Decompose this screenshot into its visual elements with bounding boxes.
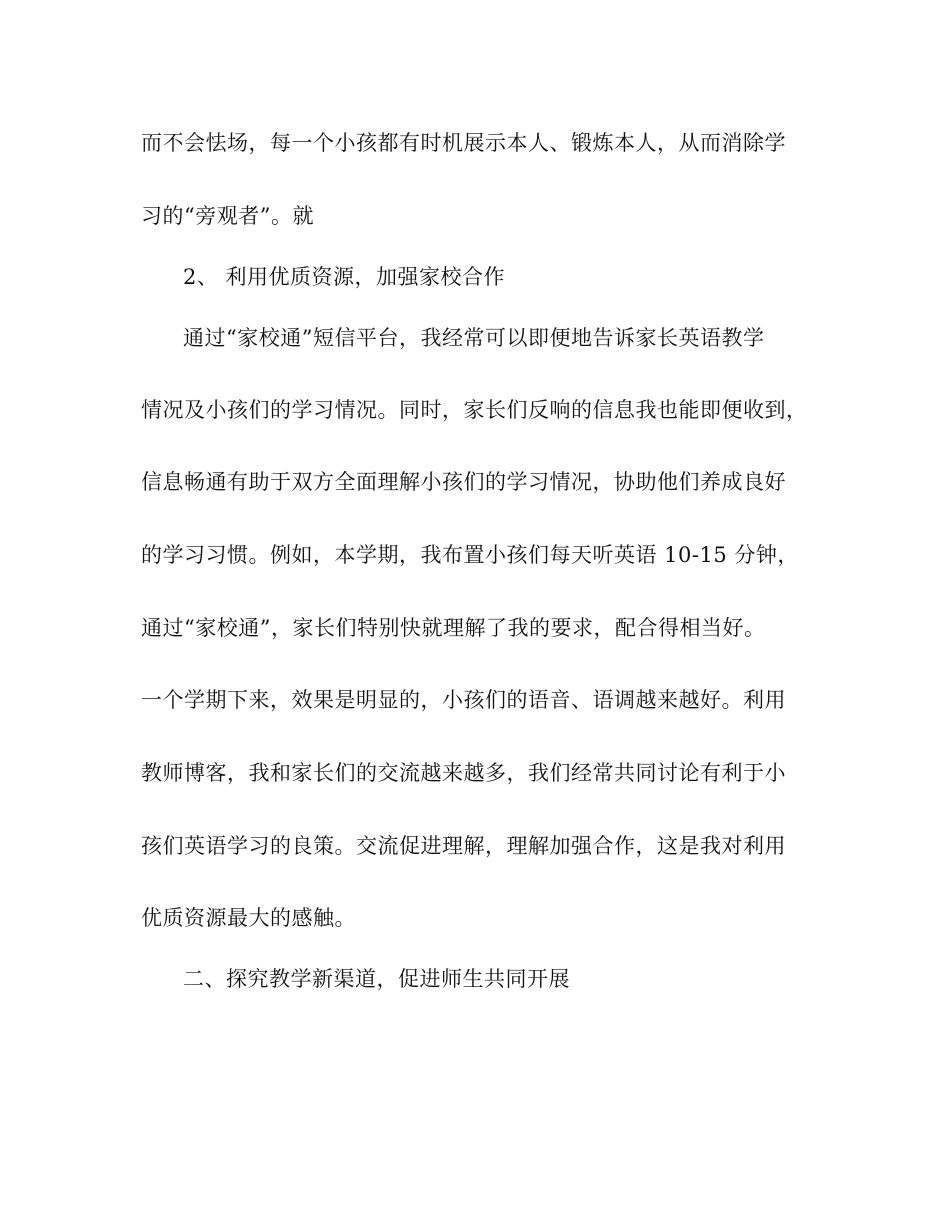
paragraph-line: 孩们英语学习的良策。交流促进理解，理解加强合作，这是我对利用	[141, 834, 786, 858]
paragraph-line: 而不会怯场，每一个小孩都有时机展示本人、锻炼本人，从而消除学	[141, 131, 786, 155]
paragraph-line: 情况及小孩们的学习情况。同时，家长们反响的信息我也能即便收到，	[141, 398, 808, 422]
paragraph-line: 习的“旁观者”。就	[141, 204, 314, 228]
paragraph-line: 优质资源最大的感触。	[141, 906, 356, 930]
paragraph-line: 信息畅通有助于双方全面理解小孩们的学习情况，协助他们养成良好	[141, 470, 786, 494]
section-heading: 2、 利用优质资源，加强家校合作	[183, 265, 506, 289]
paragraph-line: 教师博客，我和家长们的交流越来越多，我们经常共同讨论有利于小	[141, 761, 786, 785]
paragraph-line: 通过“家校通”，家长们特别快就理解了我的要求，配合得相当好。	[141, 616, 766, 640]
paragraph-line: 一个学期下来，效果是明显的，小孩们的语音、语调越来越好。利用	[141, 688, 786, 712]
paragraph-line: 的学习习惯。例如，本学期，我布置小孩们每天听英语 10-15 分钟，	[141, 543, 799, 567]
section-heading: 二、探究教学新渠道，促进师生共同开展	[183, 967, 570, 991]
paragraph-line: 通过“家校通”短信平台，我经常可以即便地告诉家长英语教学	[183, 326, 765, 350]
